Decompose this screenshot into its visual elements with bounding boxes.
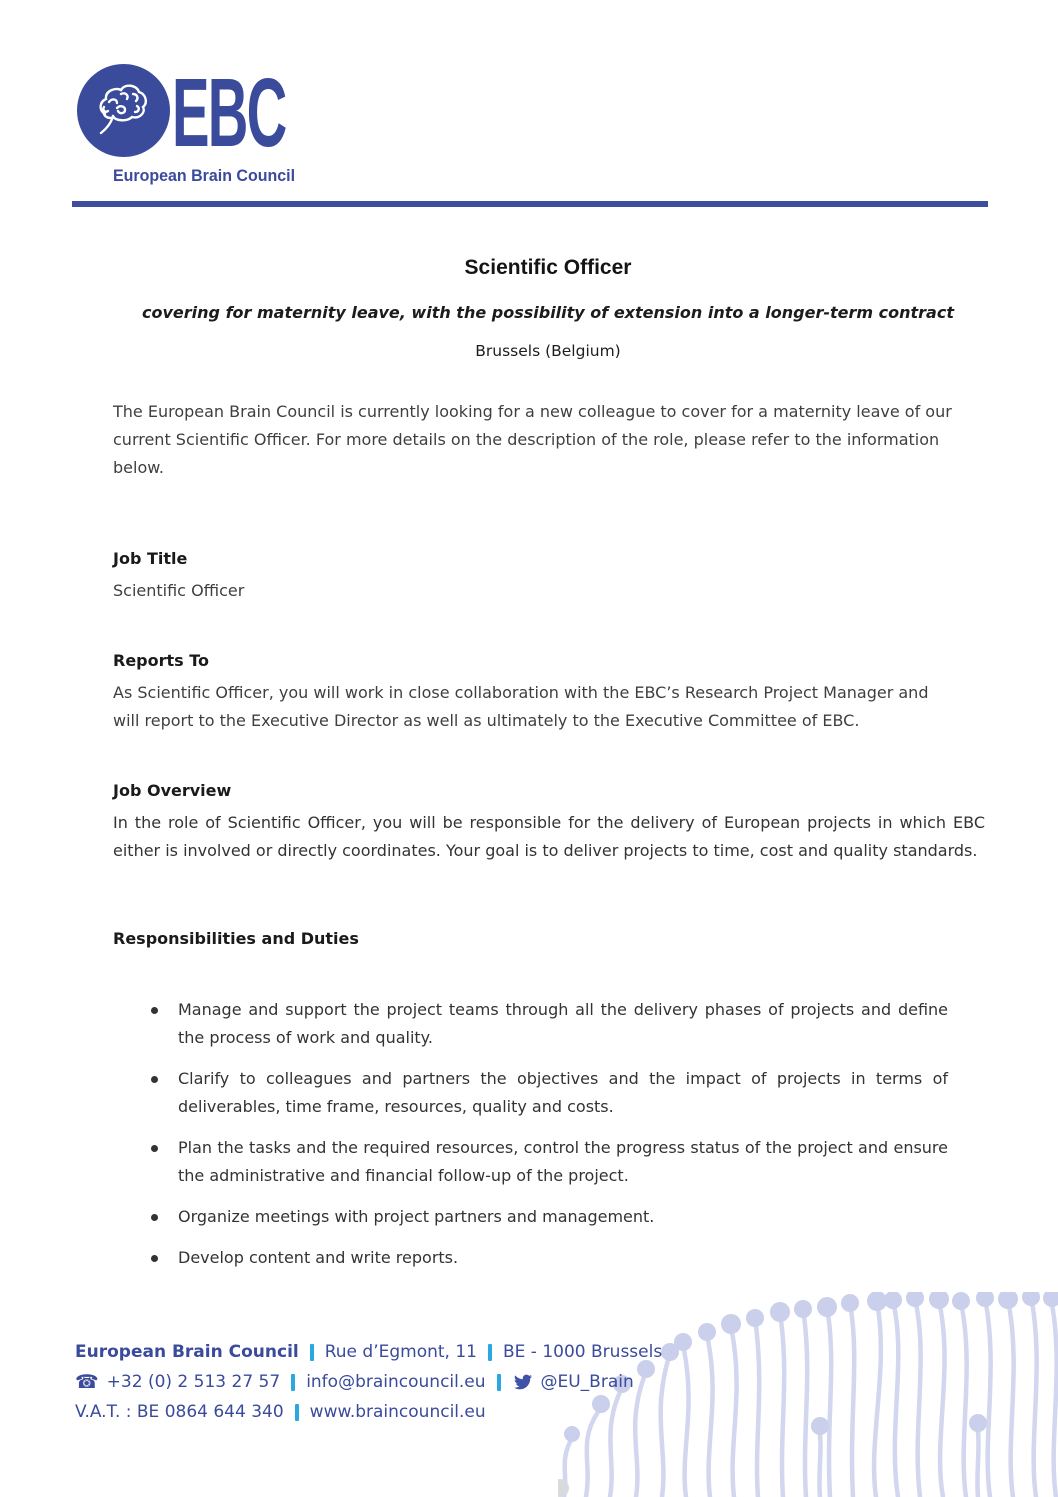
separator-bar bbox=[310, 1344, 314, 1361]
footer-address: Rue d’Egmont, 11 bbox=[324, 1342, 477, 1362]
list-item: Manage and support the project teams through all the delivery phases of projects and define the process of work and quality. bbox=[178, 996, 948, 1052]
job-location: Brussels (Belgium) bbox=[475, 342, 621, 360]
job-title-heading: Job Title bbox=[113, 549, 188, 568]
ebc-logo bbox=[77, 64, 170, 157]
separator-bar bbox=[291, 1374, 295, 1391]
separator-bar bbox=[497, 1374, 501, 1391]
section-reports-to bbox=[113, 651, 985, 735]
job-title-body: Scientific Officer bbox=[113, 581, 245, 600]
job-overview-heading: Job Overview bbox=[113, 781, 232, 800]
intro-paragraph: The European Brain Council is currently looking for a new colleague to cover for a maternity leave of our current Scientific Officer. For more details on the description of the role, please refer to the information below. bbox=[113, 402, 952, 477]
footer-website[interactable]: www.braincouncil.eu bbox=[309, 1402, 486, 1422]
reports-to-body: As Scientific Officer, you will work in close collaboration with the EBC’s Research Project Manager and will report to the Executive Director as well as ultimately to the Executive Committee of EBC. bbox=[113, 683, 929, 730]
list-item: Develop content and write reports. bbox=[178, 1244, 948, 1272]
phone-icon: ☎ bbox=[75, 1371, 99, 1393]
footer-line-2 bbox=[75, 1367, 662, 1397]
list-item: Plan the tasks and the required resources, control the progress status of the project and ensure the administrative and financial follow-up of the project. bbox=[178, 1134, 948, 1190]
footer-city: BE - 1000 Brussels bbox=[503, 1342, 663, 1362]
list-item: Clarify to colleagues and partners the objectives and the impact of projects in terms of deliverables, time frame, resources, quality and costs. bbox=[178, 1065, 948, 1121]
section-job-overview bbox=[113, 781, 985, 865]
separator-bar bbox=[488, 1344, 492, 1361]
responsibilities-list bbox=[113, 996, 948, 1285]
footer bbox=[75, 1337, 662, 1427]
brain-logo-icon bbox=[91, 80, 157, 142]
responsibilities-heading: Responsibilities and Duties bbox=[113, 929, 359, 948]
footer-phone: +32 (0) 2 513 27 57 bbox=[106, 1372, 281, 1392]
logo-acronym: EBC bbox=[172, 58, 286, 167]
footer-org-name: European Brain Council bbox=[75, 1342, 299, 1362]
page-title: Scientific Officer bbox=[464, 256, 632, 279]
footer-email[interactable]: info@braincouncil.eu bbox=[306, 1372, 486, 1392]
footer-line-3 bbox=[75, 1397, 662, 1427]
page-subtitle: covering for maternity leave, with the possibility of extension into a longer-term contract bbox=[142, 303, 954, 322]
header-divider bbox=[72, 201, 988, 207]
footer-twitter-handle[interactable]: @EU_Brain bbox=[540, 1372, 634, 1392]
section-responsibilities bbox=[113, 929, 985, 948]
reports-to-heading: Reports To bbox=[113, 651, 210, 670]
footer-vat: V.A.T. : BE 0864 644 340 bbox=[75, 1402, 284, 1422]
list-item: Organize meetings with project partners and management. bbox=[178, 1203, 948, 1231]
logo-org-name: European Brain Council bbox=[113, 166, 296, 185]
footer-line-1 bbox=[75, 1337, 662, 1367]
title-block bbox=[113, 256, 983, 360]
job-overview-body: In the role of Scientific Officer, you will be responsible for the delivery of European projects in which EBC either is involved or directly coordinates. Your goal is to deliver projects to time, cost and quality standards. bbox=[113, 813, 985, 860]
separator-bar bbox=[295, 1404, 299, 1421]
twitter-icon bbox=[512, 1373, 534, 1391]
section-job-title bbox=[113, 549, 985, 605]
